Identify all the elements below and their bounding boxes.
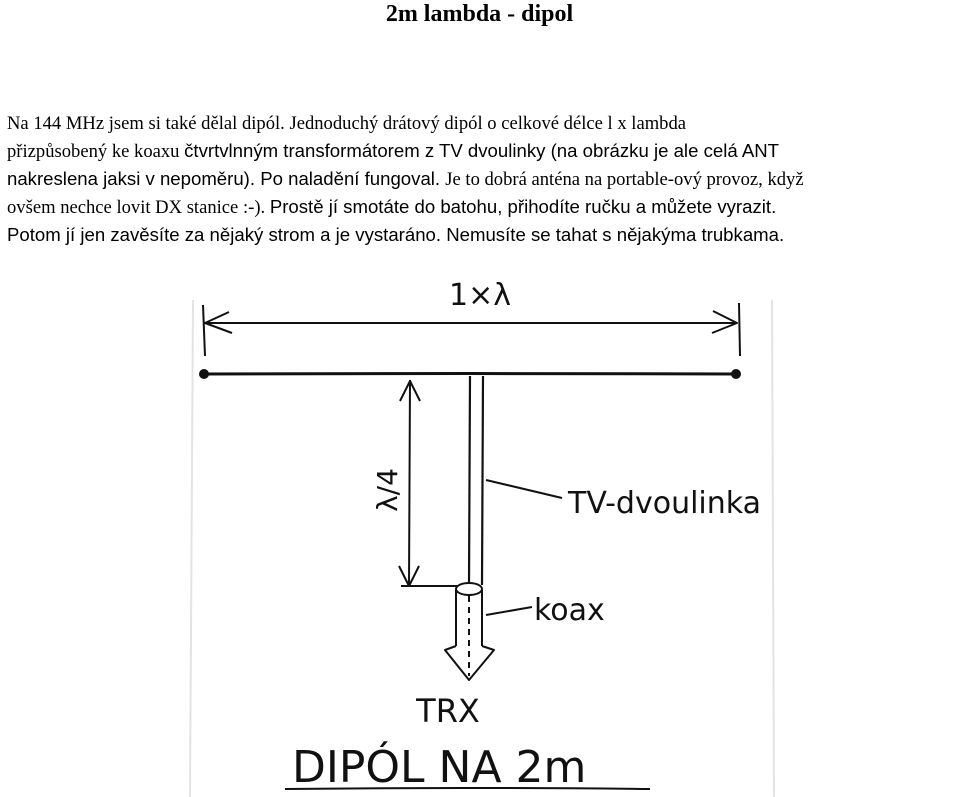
drawing-caption: DIPÓL NA 2m — [292, 742, 587, 793]
paragraph-line-5: Potom jí jen zavěsíte za nějaký strom a je vystaráno. Nemusíte se tahat s nějakýma trubkama. — [7, 224, 785, 245]
coax-cable — [445, 583, 494, 680]
coax-leader — [486, 607, 532, 615]
twin-lead-leader — [486, 480, 562, 498]
quarter-wave-dimension — [399, 380, 465, 586]
paragraph-line-4: ovšem nechce lovit DX stanice :-). Prostě jí smotáte do batohu, přihodíte ručku a můžete vyrazit. — [7, 196, 777, 218]
paragraph-line-2: přizpůsobený ke koaxu čtvrtvlnným transformátorem z TV dvoulinky (na obrázku je ale celá ANT — [7, 140, 780, 162]
paper-edge-left — [190, 300, 193, 797]
twin-lead-feeder — [469, 376, 483, 585]
total-length-label: 1×λ — [449, 278, 511, 313]
page-title: 2m lambda - dipol — [385, 1, 574, 27]
coax-label: koax — [534, 593, 605, 628]
paragraph-line-1: Na 144 MHz jsem si také dělal dipól. Jednoduchý drátový dipól o celkové délce l x lambda — [7, 113, 687, 134]
dipole-end-left — [199, 369, 209, 379]
paper-edge-right — [772, 300, 774, 797]
caption-underline — [285, 788, 650, 789]
dipole-end-right — [731, 369, 741, 379]
radio-label: TRX — [416, 692, 480, 730]
twin-lead-label: TV-dvoulinka — [568, 486, 761, 521]
paragraph-line-3: nakreslena jaksi v nepoměru). Po naladění fungoval. Je to dobrá anténa na portable-ový provoz, když — [7, 168, 804, 190]
quarter-wave-label: λ/4 — [371, 468, 404, 512]
